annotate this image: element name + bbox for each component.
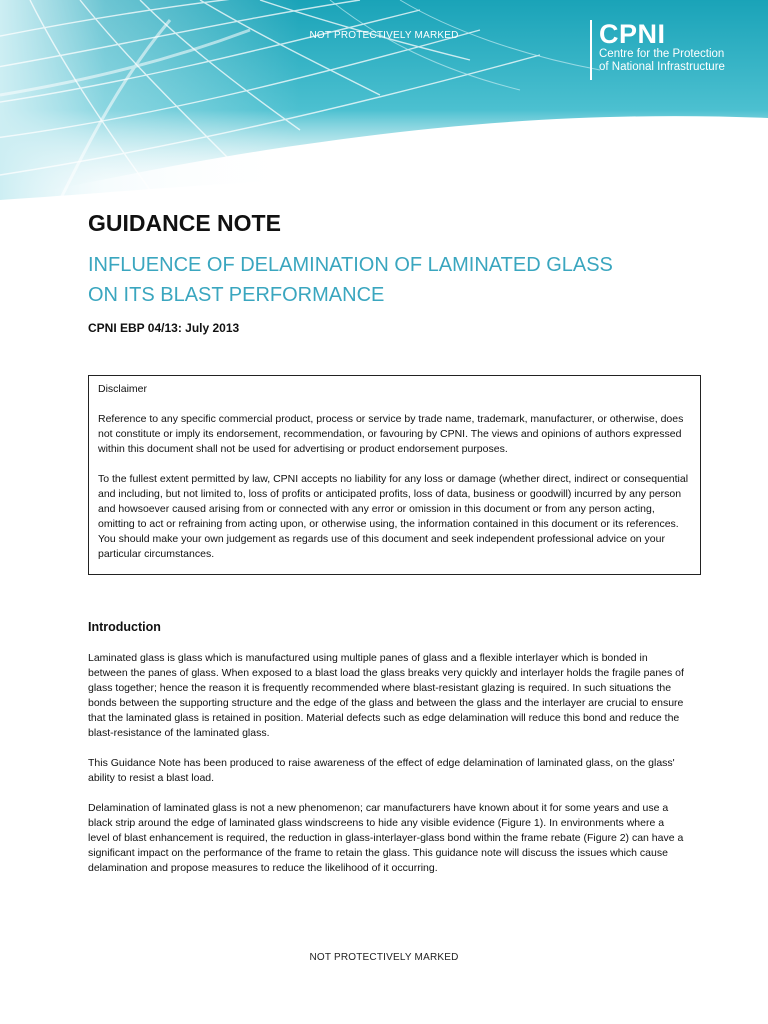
introduction-heading: Introduction <box>88 620 161 634</box>
protective-marking-bottom: NOT PROTECTIVELY MARKED <box>309 952 459 963</box>
cpni-logo <box>590 20 725 80</box>
disclaimer-box <box>88 375 701 575</box>
disclaimer-paragraph: To the fullest extent permitted by law, CPNI accepts no liability for any loss or damage (whether direct, indirect or consequential and including, but not limited to, loss of profits or anticipated profits, loss of data, business or goodwill) incurred by any person and howsoever caused arising from or connected with any error or omission in this document or from any person acting, omitting to act or refraining from acting upon, or otherwise using, the information contained in this document or its references. You should make your own judgement as regards use of this document and seek independent professional advice on your particular circumstances. <box>98 473 689 560</box>
body-paragraph: Laminated glass is glass which is manufactured using multiple panes of glass and a flexible interlayer which is bonded in between the panes of glass. When exposed to a blast load the glass breaks very quickly and interlayer holds the fragile panes of glass together; hence the reason it is frequently recommended where blast-resistant glazing is required. In such situations the bonds between the supporting structure and the edge of the glass and between the glass and the interlayer are crucial to ensure that the laminated glass is retained in position. Material defects such as edge delamination will reduce this bond and reduce the blast-resistance of the laminated glass. <box>88 652 684 739</box>
body-paragraph: Delamination of laminated glass is not a new phenomenon; car manufacturers have known about it for some years and use a black strip around the edge of laminated glass windscreens to hide any visible evidence (Figure 1). In environments where a level of blast enhancement is required, the reduction in glass-interlayer-glass bond within the frame rebate (Figure 2) can have a significant impact on the performance of the frame to retain the glass. This guidance note will discuss the issues which cause delamination and propose measures to reduce the likelihood of it occurring. <box>88 802 684 874</box>
logo-line-2: of National Infrastructure <box>599 61 725 73</box>
introduction-body <box>88 651 688 891</box>
body-paragraph: This Guidance Note has been produced to raise awareness of the effect of edge delamination of laminated glass, on the glass' ability to resist a blast load. <box>88 757 675 784</box>
logo-line-1: Centre for the Protection <box>599 48 725 60</box>
protective-marking-top: NOT PROTECTIVELY MARKED <box>309 30 459 41</box>
disclaimer-title: Disclaimer <box>98 383 148 395</box>
logo-mark: CPNI <box>599 19 666 49</box>
document-reference: CPNI EBP 04/13: July 2013 <box>88 321 240 335</box>
disclaimer-paragraph: Reference to any specific commercial product, process or service by trade name, trademark, manufacturer, or otherwise, does not constitute or imply its endorsement, recommendation, or favouring by CPNI. The views and opinions of authors expressed within this document shall not be used for advertising or product endorsement purposes. <box>98 413 684 455</box>
document-title-line-1: INFLUENCE OF DELAMINATION OF LAMINATED GLASS <box>88 254 613 276</box>
document-title <box>88 250 728 310</box>
document-type: GUIDANCE NOTE <box>88 210 281 236</box>
document-title-line-2: ON ITS BLAST PERFORMANCE <box>88 284 385 306</box>
